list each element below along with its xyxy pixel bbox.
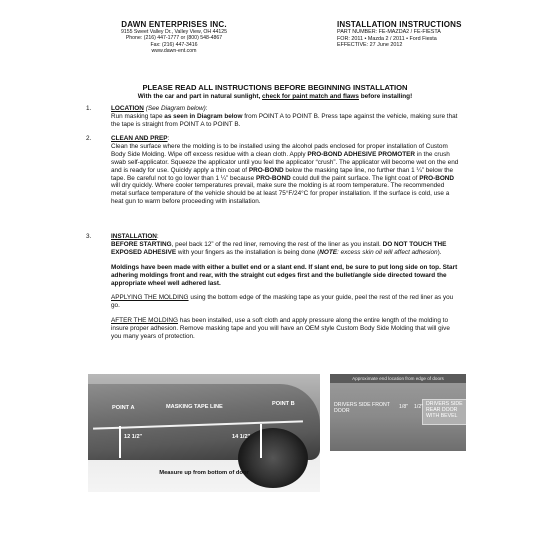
rear-door-label: DRIVERS SIDE REAR DOOR WITH BEVEL	[426, 401, 463, 419]
vehicle-fitment: FOR: 2011 • Mazda 2 / 2011 • Ford Fiesta	[337, 35, 437, 42]
gap-label: 1/8"	[399, 404, 409, 410]
front-dimension-label: 12 1/2"	[124, 434, 143, 440]
text: Run masking tape	[111, 112, 165, 120]
text: below the masking tape line, no further than 1 ¼” below the tape. Be careful not to go lower than 1 ¼” because	[111, 166, 454, 182]
section-heading: CLEAN AND PREP	[111, 135, 168, 142]
banner-sub-post: before installing!	[358, 93, 413, 100]
molding-end-note: Moldings have been made with either a bullet end or a slant end. If slant end, be sure to put long side on top. Start adhering moldings front and rear, with the straight cut edges first and the bullet/angle side directed toward the appropriate wheel well adhered last.	[111, 263, 458, 287]
front-dimension-line	[119, 426, 121, 458]
company-header	[94, 20, 254, 55]
point-a-label: POINT A	[112, 405, 135, 411]
text-bold: NOTE	[319, 248, 338, 256]
rear-dimension-line	[260, 424, 262, 458]
company-address: 9155 Sweet Valley Dr., Valley View, OH 44125	[120, 29, 228, 35]
car-diagram-photo	[88, 374, 320, 492]
company-name: DAWN ENTERPRISES INC.	[121, 20, 227, 29]
text-bold: as seen in Diagram below	[164, 112, 243, 120]
section-number: 2.	[86, 135, 92, 142]
text-bold: PRO-BOND ADHESIVE PROMOTER	[307, 150, 416, 158]
section-heading: INSTALLATION	[111, 233, 157, 240]
banner-sub-pre: With the car and part in natural sunlight,	[137, 93, 262, 100]
section-body: CLEAN AND PREP: Clean the surface where the molding is to be installed using the alcohol pads enclosed for proper installation of Custom Body Side Molding. Wipe off excess residue with a clean cloth. Apply PRO-BOND ADHESIVE PROMOTER in the crush swab self-applicator. Squeeze the applicator until you feel the applicator “crush”. The applicator will become wet on the end and is ready for use. Quickly apply a thin coat of PRO-BOND below the masking tape line, no further than 1 ¼” below the tape. Be careful not to go lower than 1 ¼” because PRO-BOND could dull the paint surface. The light coat of PRO-BOND will dry quickly. Where cooler temperatures prevail, make sure the molding is at room temperature. The recommended metal surface temperature of the vehicle should be at least 75°F/24°C for proper installation. If the surface is cold, use a heat gun to warm before proceeding with installation.	[111, 135, 459, 206]
text-italic: : excess skin oil will affect adhesion	[337, 248, 438, 256]
text: could dull the paint surface. The light coat of	[290, 174, 420, 182]
part-number: PART NUMBER: FE-MAZDA2 / FE-FIESTA	[337, 29, 441, 35]
company-phone: Phone: (216) 447-1777 or (800) 548-4867	[125, 35, 223, 42]
text: will dry quickly. Where cooler temperatures prevail, make sure the molding is at room temperature. The recommended metal surface temperature of the vehicle should be at least 75°F/24°C for proper installation. If the surface is cold, use a heat gun to warm before proceeding with installation.	[111, 182, 450, 206]
company-website: www.dawn-ent.com	[151, 48, 197, 55]
banner-sub-emphasis: check for paint match and flaws	[262, 93, 359, 100]
section-body: INSTALLATION: BEFORE STARTING, peel back 12” of the red liner, removing the rest of the liner as you install. DO NOT TOUCH THE EXPOSED ADHESIVE with your fingers as the installation is being done (NOTE: excess skin oil will affect adhesion). Moldings have been made with either a bullet end or a slant end. If slant end, be sure to put long side on top. Start adhering moldings front and rear, with the straight cut edges first and the bullet/angle side directed toward the appropriate wheel well adhered last. APPLYING THE MOLDING using the bottom edge of the masking tape as your guide, peel the rest of the red liner as you go. AFTER THE MOLDING has been installed, use a soft cloth and apply pressure along the entire length of the molding to insure proper adhesion. Remove masking tape and you will have an OEM style Custom Body Side Molding that will give you many years of protection.	[111, 233, 461, 341]
gap-label-secondary: 1/2"	[414, 404, 424, 410]
text-bold: PRO-BOND	[255, 174, 291, 182]
text: from POINT A to POINT B. Press tape against the vehicle, making sure that the tape is straight from POINT A to POINT B.	[111, 112, 458, 128]
rear-dimension-label: 14 1/2"	[232, 434, 251, 440]
banner-title: PLEASE READ ALL INSTRUCTIONS BEFORE BEGINNING INSTALLATION	[142, 83, 408, 92]
text-underline: APPLYING THE MOLDING	[111, 294, 189, 302]
inset-caption: Approximate end location from edge of doors	[330, 374, 466, 383]
text: with your fingers as the installation is being done (	[176, 248, 320, 256]
text-bold: DO NOT TOUCH THE EXPOSED ADHESIVE	[111, 240, 447, 256]
diagram-caption: Measure up from bottom of door	[159, 470, 249, 476]
warning-banner	[60, 83, 490, 100]
text-bold: PRO-BOND	[419, 174, 455, 182]
door-gap-inset-photo	[330, 374, 466, 451]
text: in the crush swab self-applicator. Squeeze the applicator until you feel the applicator “crush”. The applicator will become wet on the end and is ready for use. Quickly apply a thin coat of	[111, 150, 459, 174]
text: , peel back 12” of the red liner, removing the rest of the liner as you install.	[171, 240, 383, 248]
document-header	[337, 20, 527, 49]
text: Clean the surface where the molding is to be installed using the alcohol pads enclosed for proper installation of Custom Body Side Molding. Wipe off excess residue with a clean cloth. Apply	[111, 142, 448, 158]
text-underline: AFTER THE MOLDING	[111, 317, 178, 325]
banner-subtitle	[60, 93, 490, 100]
masking-tape-label: MASKING TAPE LINE	[166, 404, 223, 410]
company-fax: Fax: (216) 447-3416	[150, 41, 198, 48]
front-door-label: DRIVERS SIDE FRONT DOOR	[334, 402, 390, 414]
document-title: INSTALLATION INSTRUCTIONS	[337, 20, 462, 29]
section-number: 1.	[86, 105, 92, 112]
section-heading: LOCATION	[111, 105, 144, 112]
text-bold: PRO-BOND	[248, 166, 284, 174]
point-b-label: POINT B	[272, 401, 295, 407]
section-number: 3.	[86, 233, 92, 240]
text: using the bottom edge of the masking tape as your guide, peel the rest of the red liner as you go.	[111, 294, 454, 310]
text-bold: BEFORE STARTING	[111, 240, 172, 248]
section-body: LOCATION (See Diagram below): Run masking tape as seen in Diagram below from POINT A to POINT B. Press tape against the vehicle, making sure that the tape is straight from POINT A to POINT B.	[111, 105, 458, 128]
section-heading-note: (See Diagram below)	[145, 105, 206, 112]
text: has been installed, use a soft cloth and apply pressure along the entire length of the molding to insure proper adhesion. Remove masking tape and you will have an OEM style Custom Body Side Molding that will give you many years of protection.	[111, 317, 450, 341]
text: ).	[437, 248, 442, 256]
effective-date: EFFECTIVE: 27 June 2012	[337, 42, 403, 49]
